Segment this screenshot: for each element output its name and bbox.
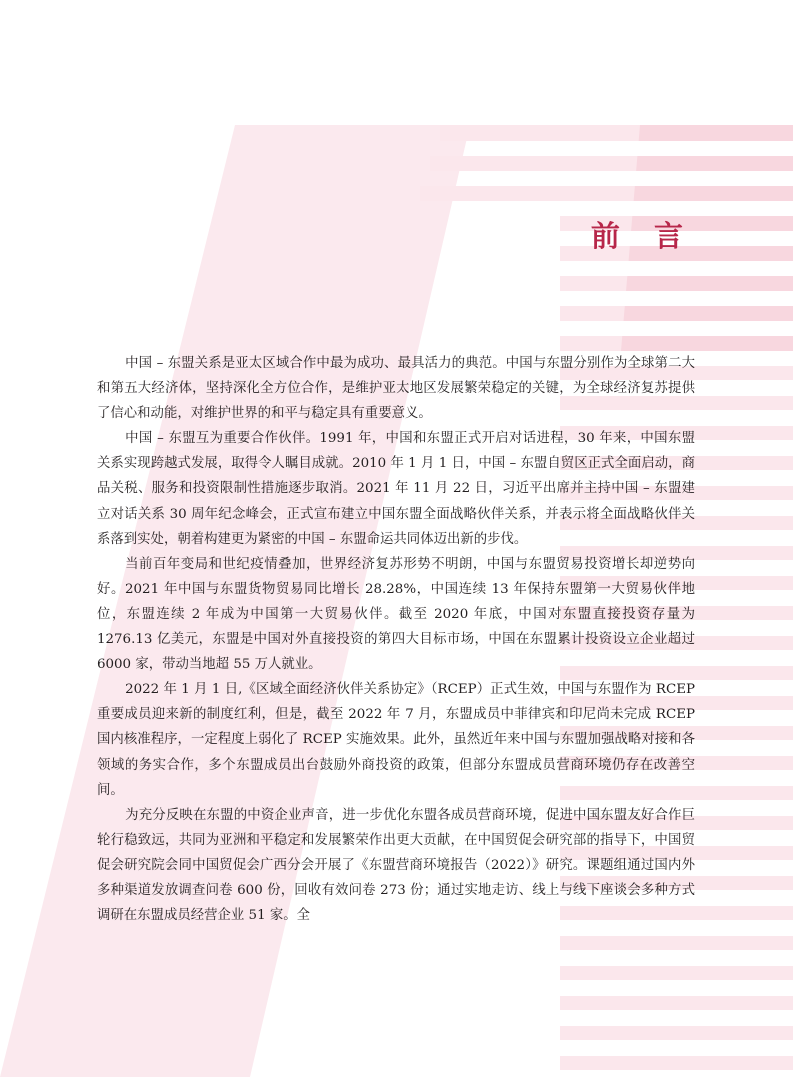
paragraph: 为充分反映在东盟的中资企业声音，进一步优化东盟各成员营商环境，促进中国东盟友好合作巨轮行稳致远，共同为亚洲和平稳定和发展繁荣作出更大贡献，在中国贸促会研究部的指导下，中国贸促会研究院会同中国贸促会广西分会开展了《东盟营商环境报告（2022）》研究。课题组通过国内外多种渠道发放调查问卷 600 份，回收有效问卷 273 份；通过实地走访、线上与线下座谈会多种方式调研在东盟成员经营企业 51 家。全: [97, 807, 695, 924]
page-title: 前 言: [590, 219, 695, 253]
paragraph: 当前百年变局和世纪疫情叠加，世界经济复苏形势不明朗，中国与东盟贸易投资增长却逆势向好。2021 年中国与东盟货物贸易同比增长 28.28%，中国连续 13 年保持东盟第一大贸易伙伴地位，东盟连续 2 年成为中国第一大贸易伙伴。截至 2020 年底，中国对东盟直接投资存量为 1276.13 亿美元，东盟是中国对外直接投资的第四大目标市场，中国在东盟累计投资设立企业超过 6000 家，带动当地超 55 万人就业。: [97, 556, 695, 673]
paragraph: 2022 年 1 月 1 日,《区域全面经济伙伴关系协定》（RCEP）正式生效，中国与东盟作为 RCEP 重要成员迎来新的制度红利，但是，截至 2022 年 7 月，东盟成员中菲律宾和印尼尚未完成 RCEP 国内核准程序，一定程度上弱化了 RCEP 实施效果。此外，虽然近年来中国与东盟加强战略对接和各领域的务实合作，多个东盟成员出台鼓励外商投资的政策，但部分东盟成员营商环境仍存在改善空间。: [97, 682, 695, 798]
paragraph: 中国 – 东盟互为重要合作伙伴。1991 年，中国和东盟正式开启对话进程，30 年来，中国东盟关系实现跨越式发展，取得令人瞩目成就。2010 年 1 月 1 日，中国 – 东盟自贸区正式全面启动，商品关税、服务和投资限制性措施逐步取消。2021 年 11 月 22 日，习近平出席并主持中国 – 东盟建立对话关系 30 周年纪念峰会，正式宣布建立中国东盟全面战略伙伴关系，并表示将全面战略伙伴关系落到实处，朝着构建更为紧密的中国 – 东盟命运共同体迈出新的步伐。: [97, 431, 695, 547]
paragraph: 中国 – 东盟关系是亚太区域合作中最为成功、最具活力的典范。中国与东盟分别作为全球第二大和第五大经济体，坚持深化全方位合作，是维护亚太地区发展繁荣稳定的关键，为全球经济复苏提供了信心和动能，对维护世界的和平与稳定具有重要意义。: [97, 356, 695, 422]
preface-body: [97, 351, 695, 928]
